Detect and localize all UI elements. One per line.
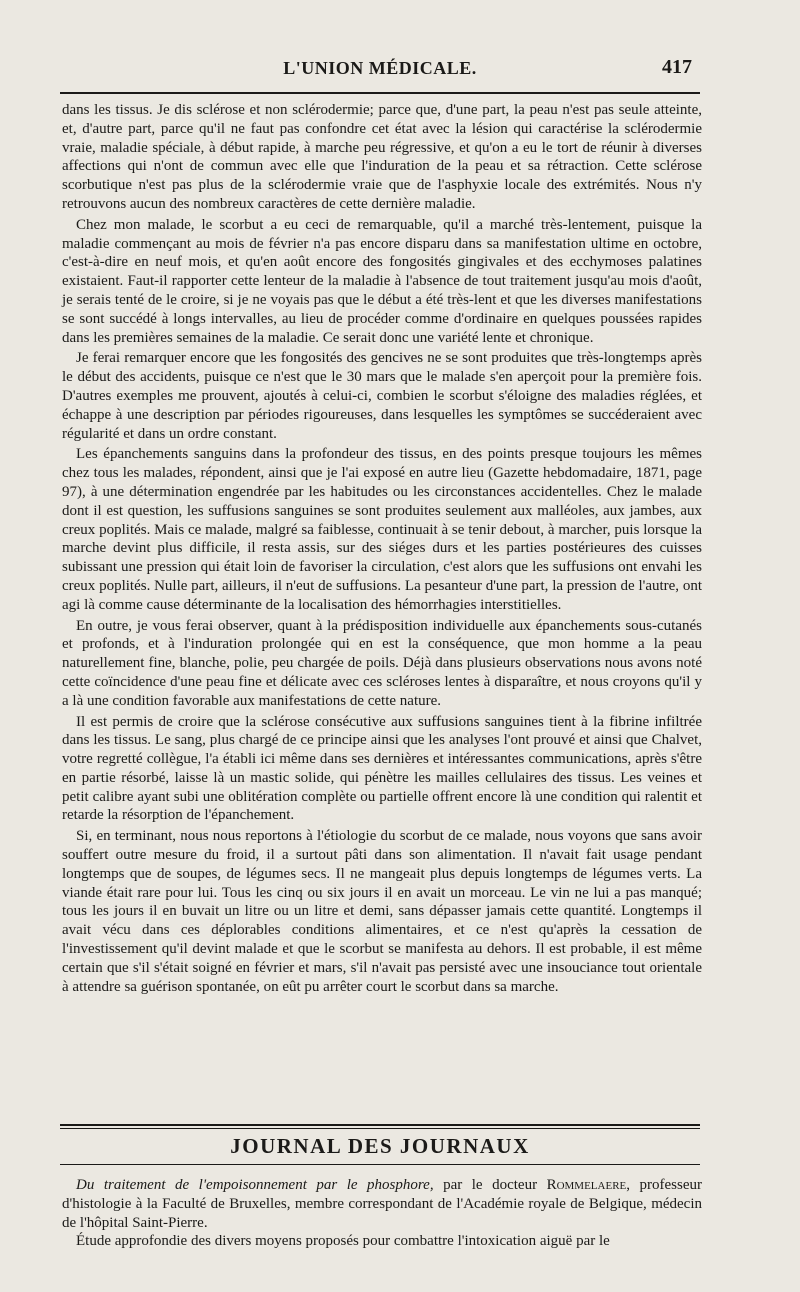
paragraph: Si, en terminant, nous nous reportons à l'étiologie du scorbut de ce malade, nous voyons que sans avoir souffert outre mesure du froid, il a surtout pâti dans son alimentation. Il n'avait fait usage pendant longtemps que de soupes, de légumes secs. Il ne mangeait plus depuis longtemps de légumes verts. La viande était rare pour lui. Tous les cinq ou six jours il en avait un morceau. Le vin ne lui a pas manqué; tous les jours il en buvait un litre ou un litre et demi, sans dépasser jamais cette quantité. Longtemps il avait vécu dans ces déplorables conditions alimentaires, et ce n'est qu'après la cessation de l'investissement qu'il devint malade et que le scorbut se manifesta au dehors. Il est probable, il est même certain que s'il s'était soigné en février et mars, s'il n'avait pas persisté avec une insouciance tout orientale à attendre sa guérison spontanée, on eût pu arrêter court le scorbut dans sa marche. <box>62 828 702 995</box>
review-author: Rommelaere <box>546 1177 627 1193</box>
header-rule <box>60 92 700 94</box>
paragraph: Les épanchements sanguins dans la profondeur des tissus, en des points presque toujours les mêmes chez tous les malades, répondent, ainsi que je l'ai exposé en autre lieu (Gazette hebdomadaire, 1871, page 97), à une détermination engendrée par les habitudes ou les circonstances accidentelles. Chez le malade dont il est question, les suffusions sanguines se sont produites seulement aux malléoles, aux jambes, aux creux poplités. Mais ce malade, malgré sa faiblesse, continuait à se tenir debout, à marcher, puis lorsque la marche devint plus difficile, il resta assis, sur des siéges durs et les parties postérieures des cuisses subissant une pression qui était loin de favoriser la circulation, c'est alors que les suffusions ont envahi les creux poplités. Nulle part, ailleurs, il n'eut de suffusions. La pesanteur d'une part, la pression de l'autre, ont agi là comme cause déterminante de la localisation des hémorrhagies interstitielles. <box>62 446 702 613</box>
review-title: Du traitement de l'empoisonnement par le phosphore, <box>76 1177 434 1193</box>
section-divider-top <box>60 1124 700 1129</box>
review-author-intro: par le docteur <box>433 1177 547 1193</box>
page-header <box>60 56 700 86</box>
page-number: 417 <box>662 56 692 78</box>
article-body <box>62 101 702 998</box>
journal-review <box>62 1176 702 1251</box>
paragraph: dans les tissus. Je dis sclérose et non sclérodermie; parce que, d'une part, la peau n'est pas seule atteinte, et, d'autre part, parce qu'il ne faut pas confondre cet état avec la lésion qui caractérise la sclérodermie vraie, maladie spéciale, à début rapide, à marche peu régressive, et qu'on a eu le tort de réunir à diverses affections qui n'ont de commun avec elle que l'induration de la peau et sa rétraction. Cette sclérose scorbutique n'est pas plus de la sclérodermie vraie que de l'asphyxie locale des extrémités. Nous n'y retrouvons aucun des nombreux caractères de cette dernière maladie. <box>62 102 702 212</box>
review-heading <box>62 1176 702 1232</box>
running-title: L'UNION MÉDICALE. <box>283 58 477 78</box>
review-opening: Étude approfondie des divers moyens proposés pour combattre l'intoxication aiguë par le <box>76 1233 610 1250</box>
section-divider-bottom <box>60 1164 700 1165</box>
paragraph: Chez mon malade, le scorbut a eu ceci de remarquable, qu'il a marché très-lentement, puisque la maladie commençant au mois de février n'a pas encore disparu dans sa manifestation ultime en octobre, c'est-à-dire en neuf mois, et qu'en août encore des fongosités gingivales et des ecchymoses palatines existaient. Faut-il rapporter cette lenteur de la maladie à l'absence de tout traitement jusqu'au mois d'août, je serais tenté de le croire, si je ne voyais pas que le début a été très-lent et que les diverses manifestations se sont succédé à longs intervalles, au lieu de procéder comme d'ordinaire en quelques poussées rapides dans les premières semaines de la maladie. Ce serait donc une variété lente et chronique. <box>62 216 702 346</box>
paragraph: En outre, je vous ferai observer, quant à la prédisposition individuelle aux épanchements sous-cutanés et profonds, et à l'induration prolongée qui en est la conséquence, que mon homme a la peau naturellement fine, blanche, polie, peu chargée de poils. Déjà dans plusieurs observations nous avons noté cette coïncidence d'une peau fine et délicate avec ces scléroses lentes à disparaître, et nous croyons qu'il y a là une condition favorable aux manifestations de cette nature. <box>62 617 702 709</box>
paragraph: Il est permis de croire que la sclérose consécutive aux suffusions sanguines tient à la fibrine infiltrée dans les tissus. Le sang, plus chargé de ce principe ainsi que les analyses l'ont prouvé et ainsi que Chalvet, votre regretté collègue, l'a établi ici même dans ses dernières et intéressantes communications, après s'être en partie résorbé, laisse là un mastic solide, qui pénètre les mailles cellulaires des tissus. Les veines et petit calibre ayant subi une oblitération complète ou partielle offrent encore là une condition qui ralentit et retarde la résorption de l'épanchement. <box>62 713 702 824</box>
review-affiliation: , professeur d'histologie à la Faculté de Bruxelles, membre correspondant de l'Académie royale de Belgique, médecin de l'hôpital Saint-Pierre. <box>62 1177 702 1231</box>
paragraph: Je ferai remarquer encore que les fongosités des gencives ne se sont produites que très-longtemps après le début des accidents, puisque ce n'est que le 30 mars que le malade s'en aperçoit pour la première fois. D'autres exemples me prouvent, ajoutés à celui-ci, combien le scorbut s'éloigne des maladies réglées, et échappe à une description par périodes rigoureuses, dans lesquelles les symptômes se succéderaient avec régularité et dans un ordre constant. <box>62 350 702 442</box>
section-title: JOURNAL DES JOURNAUX <box>230 1134 530 1158</box>
